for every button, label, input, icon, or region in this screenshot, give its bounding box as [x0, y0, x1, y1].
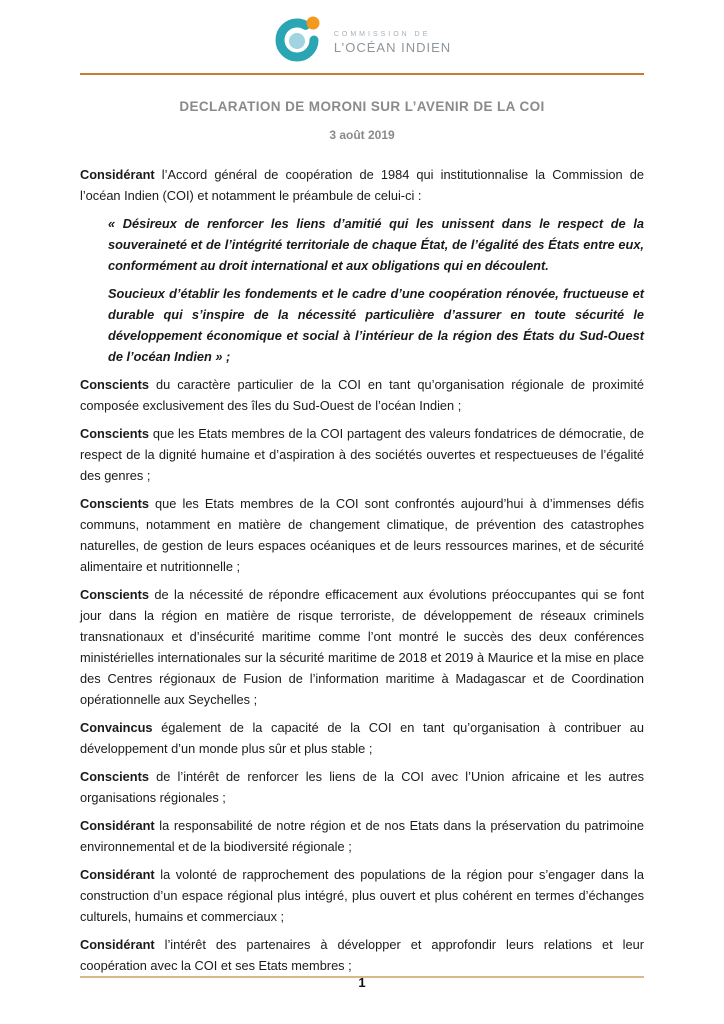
- paragraph: Considérant la responsabilité de notre région et de nos Etats dans la préservation du patrimoine environnemental et de la biodiversité régionale ;: [80, 818, 644, 854]
- coi-logo-icon: [273, 13, 325, 63]
- page-number: 1: [358, 975, 366, 990]
- document-date: 3 août 2019: [329, 128, 395, 142]
- quote-paragraph: Soucieux d’établir les fondements et le cadre d’une coopération rénovée, fructueuse et durable qui s’inspire de la nécessité particulière d’assurer en toute sécurité le développement économique et social à l’intérieur de la région des États du Sud-Ouest de l’océan Indien » ;: [108, 286, 644, 364]
- logo-org-line1: COMMISSION DE: [333, 31, 431, 38]
- lead-word: Conscients: [80, 426, 149, 441]
- document-body: [80, 164, 644, 976]
- logo-org-line2: L’OCÉAN INDIEN: [333, 40, 452, 55]
- lead-word: Convaincus: [80, 720, 153, 735]
- coi-logo-text: [334, 21, 451, 55]
- lead-word: Considérant: [80, 867, 155, 882]
- paragraph: Conscients que les Etats membres de la COI partagent des valeurs fondatrices de démocratie, de respect de la dignité humaine et d’aspiration à des sociétés ouvertes et respectueuses de l’égalité des genres ;: [80, 426, 644, 483]
- header-divider: [80, 73, 644, 75]
- paragraph: Conscients de l’intérêt de renforcer les liens de la COI avec l’Union africaine et les autres organisations régionales ;: [80, 769, 644, 805]
- lead-word: Conscients: [80, 496, 149, 511]
- lead-word: Conscients: [80, 587, 149, 602]
- document-header: [0, 0, 724, 63]
- lead-word: Considérant: [80, 937, 155, 952]
- paragraph: Conscients du caractère particulier de la COI en tant qu’organisation régionale de proximité composée exclusivement des îles du Sud-Ouest de l’océan Indien ;: [80, 377, 644, 413]
- paragraph: Considérant l’Accord général de coopération de 1984 qui institutionnalise la Commission de l’océan Indien (COI) et notamment le préambule de celui-ci :: [80, 167, 644, 203]
- paragraph: Considérant l’intérêt des partenaires à développer et approfondir leurs relations et leur coopération avec la COI et ses Etats membres ;: [80, 937, 644, 973]
- paragraph: Considérant la volonté de rapprochement des populations de la région pour s’engager dans la construction d’un espace régional plus intégré, plus ouvert et plus cohérent en termes d’échanges culturels, humains et commerciaux ;: [80, 867, 644, 924]
- paragraph: Conscients que les Etats membres de la COI sont confrontés aujourd’hui à d’immenses défis communs, notamment en matière de changement climatique, de prévention des catastrophes naturelles, de gestion de leurs espaces océaniques et de leurs ressources marines, et de sécurité alimentaire et nutritionnelle ;: [80, 496, 644, 574]
- paragraph: Conscients de la nécessité de répondre efficacement aux évolutions préoccupantes qui se font jour dans la région en matière de risque terroriste, de développement de réseaux criminels transnationaux et d’insécurité maritime comme l’ont montré le succès des deux conférences ministérielles internationales sur la sécurité maritime de 2018 et 2019 à Maurice et la mise en place des Centres régionaux de Fusion de l’information maritime à Madagascar et de Coordination opérationnelle aux Seychelles ;: [80, 587, 644, 707]
- lead-word: Conscients: [80, 377, 149, 392]
- lead-word: Conscients: [80, 769, 149, 784]
- paragraph: Convaincus également de la capacité de la COI en tant qu’organisation à contribuer au développement d’un monde plus sûr et plus stable ;: [80, 720, 644, 756]
- quote-paragraph: « Désireux de renforcer les liens d’amitié qui les unissent dans le respect de la souveraineté et de l’intégrité territoriale de chaque État, de l’égalité des États entre eux, conformément au droit international et aux obligations qui en découlent.: [108, 216, 644, 273]
- lead-word: Considérant: [80, 167, 155, 182]
- coi-logo: [273, 13, 451, 63]
- lead-word: Considérant: [80, 818, 155, 833]
- document-title: DECLARATION DE MORONI SUR L’AVENIR DE LA COI: [179, 99, 545, 114]
